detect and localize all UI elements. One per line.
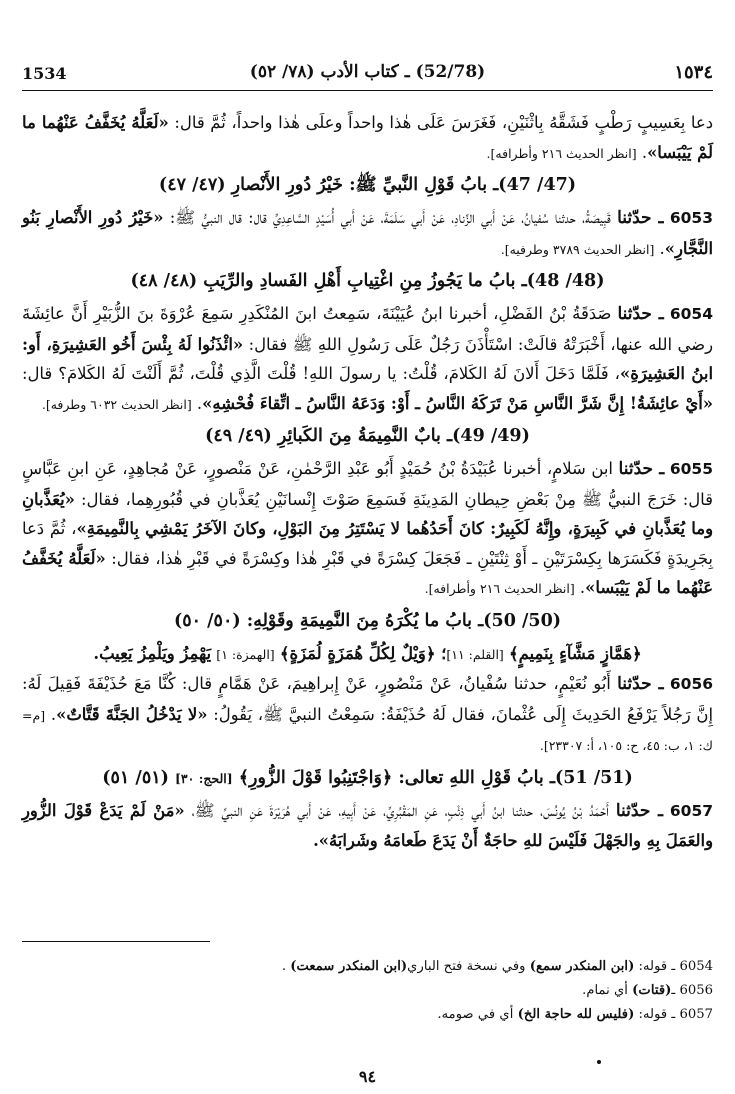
- quran-verse: ﴿هَمَّازٍ مَشَّآءٍ بِنَمِيمٍ﴾: [509, 643, 642, 663]
- cross-reference: [انظر الحديث ٣٧٨٩ وطرفيه].: [500, 241, 655, 257]
- hadith-number: 6055: [669, 460, 713, 478]
- chapter-heading-50: (50/ 50)ـ بابُ ما يُكْرَهُ مِنَ النَّمِيمَةِ وقَوْلِهِ: (٥٠/ ٥٠): [173, 610, 562, 631]
- footnote-6054: 6054 ـ قوله: (ابن المنكدر سمع) وفي نسخة فتح الباري(ابن المنكدر سمعت) .: [281, 959, 713, 974]
- chapter-heading-48: (48/ 48)ـ بابُ ما يَجُوزُ مِنِ اغْتِيابِ أَهْلِ الفَسادِ والرِّيَبِ (٤٨/ ٤٨): [130, 271, 605, 291]
- intro-paragraph: دعا بِعَسِيبٍ رَطْبٍ فَشَقَّهُ بِاثْنَيْنِ، فَغَرَسَ عَلَى هٰذا واحداً وعلَى هٰذا واحداً، ثُمَّ قال: «لَعَلَّهُ يُخَفَّفُ عَنْهُما ما لَمْ يَيْبَسا». [انظر الحديث ٢١٦ وأطرافه].: [22, 113, 714, 162]
- prophetic-quote: «لا يَدْخُلُ الجَنَّةَ قَتَّاتٌ»: [56, 704, 208, 724]
- verse-reference: [القلم: ١١]: [446, 646, 504, 662]
- cross-reference: [انظر الحديث ٦٠٣٢ وطرفه].: [41, 396, 192, 412]
- hadith-number: 6053: [669, 209, 713, 227]
- hadith-number: 6057: [669, 801, 714, 820]
- chapter-heading-47: (47/ 47)ـ بابُ قَوْلِ النَّبيِّ ﷺ: خَيْرُ دُورِ الأَنْصارِ (٤٧/ ٤٧): [158, 175, 577, 195]
- cross-reference: [انظر الحديث ٢١٦ وأطرافه].: [486, 145, 637, 161]
- page-number-latin: 1534: [22, 64, 67, 83]
- page-number-arabic: ١٥٣٤: [674, 62, 713, 83]
- cross-reference: [م= ك: ١، ب: ٤٥، ح: ١٠٥، أ: ٢٣٣٠٧].: [22, 707, 713, 753]
- chapter-heading-51: (51/ 51)ـ بابُ قَوْلِ اللهِ تعالى: ﴿وَاجْتَنِبُوا قَوْلَ الزُّورِ﴾ [الحج: ٣٠] (٥١/ ٥١): [102, 767, 633, 788]
- footnote-6057: 6057 ـ قوله: (فليس لله حاجة الخ) أي في صومه.: [437, 1007, 713, 1022]
- footnote-6056: 6056 ـ(قتات) أي نمام.: [582, 983, 713, 998]
- hadith-number: 6054: [669, 305, 713, 323]
- hadith-6053: 6053 ـ حدّثنا قَبِيصَةُ، حدثنا سُفيانُ، عَنْ أَبي الزِّنادِ، عَنْ أَبي سَلَمَةَ، عَنْ أَبي أُسَيْدٍ السَّاعِدِيِّ قال: قال النبيُّ ﷺ: «خَيْرُ دُورِ الأَنْصارِ بَنُو النَّجَّارِ». [انظر الحديث ٣٧٨٩ وطرفيه].: [22, 208, 713, 258]
- verse-gloss: يَهْمِزُ ويَلْمِزُ يَعِيبُ.: [93, 643, 212, 663]
- prophetic-quote: «أَيْ عائِشَةُ! إِنَّ شَرَّ النَّاسِ مَنْ تَرَكَهُ النَّاسُ ـ أَوْ: وَدَعَهُ النَّاسُ ـ اتِّقاءَ فُحْشِهِ»: [202, 393, 713, 413]
- prophetic-quote: «مَنْ لَمْ يَدَعْ قَوْلَ الزُّورِ والعَمَلَ بِهِ والجَهْلَ فَلَيْسَ للهِ حاجَةٌ أَنْ يَدَعَ طَعامَهُ وشَرابَهُ».: [22, 800, 713, 850]
- hadith-6057: 6057 ـ حدّثنا أَحْمَدُ بْنُ يُونُسَ، حدثنا ابنُ أَبي ذِئْبٍ، عَنِ المَقْبُرِيِّ، عَنْ أَبِيهِ، عَنْ أَبي هُرَيْرَةَ عَنِ النبيِّ ﷺ، «مَنْ لَمْ يَدَعْ قَوْلَ الزُّورِ والعَمَلَ بِهِ والجَهْلَ فَلَيْسَ للهِ حاجَةٌ أَنْ يَدَعَ طَعامَهُ وشَرابَهُ».: [22, 800, 714, 850]
- haddathana-label: ـ حدّثنا: [615, 800, 663, 821]
- haddathana-label: ـ حدّثنا: [618, 459, 665, 479]
- hadith-number: 6056: [669, 675, 714, 693]
- prophetic-quote: «لَعَلَّهُ يُخَفَّفُ عَنْهُما ما لَمْ يَيْبَسا»: [22, 548, 713, 597]
- verse-reference: [الحج: ٣٠]: [175, 770, 233, 786]
- footnotes: [22, 955, 713, 1027]
- printer-mark: [597, 1060, 601, 1064]
- verse-reference: [الهمزة: ١]: [216, 646, 275, 662]
- haddathana-label: ـ حدّثنا: [617, 304, 664, 324]
- hadith-6055: 6055 ـ حدّثنا ابن سَلامٍ، أخبرنا عُبَيْدَةُ بْنُ حُمَيْدٍ أَبُو عَبْدِ الرَّحْمٰنِ، عَنْ مَنْصورٍ، عَنْ مُجاهِدٍ، عَنِ ابنِ عَبَّاسٍ قال: خَرَجَ النبيُّ ﷺ مِنْ بَعْضِ حِيطانِ المَدِينَةِ فَسَمِعَ صَوْتَ إِنْسانَيْنِ يُعَذَّبانِ في قُبُورِهِما، فقال: «يُعَذَّبانِ وما يُعَذَّبانِ في كَبِيرَةٍ، وإِنَّهُ لَكَبِيرٌ: كانَ أَحَدُهُما لا يَسْتَتِرُ مِنَ البَوْلِ، وكانَ الآخَرُ يَمْشِي بِالنَّمِيمَةِ»، ثُمَّ دَعا بِجَرِيدَةٍ فَكَسَرَها بِكِسْرَتَيْنِ ـ أَوْ ثِنْتَيْنِ ـ فَجَعَلَ كِسْرَةً في قَبْرِ هٰذا وكِسْرَةً في قَبْرِ هٰذا، فقال: «لَعَلَّهُ يُخَفَّفُ عَنْهُما ما لَمْ يَيْبَسا». [انظر الحديث ٢١٦ وأطرافه].: [22, 459, 713, 597]
- book-title: (52/78) ـ كتاب الأدب (٧٨/ ٥٢): [249, 62, 486, 82]
- chapter-heading-49: (49/ 49)ـ بابٌ النَّمِيمَةُ مِنَ الكَبائِرِ (٤٩/ ٤٩): [205, 426, 530, 446]
- haddathana-label: ـ حدّثنا: [617, 208, 664, 228]
- footer-page-number: ٩٤: [358, 1067, 377, 1086]
- prophetic-quote: «يُعَذَّبانِ وما يُعَذَّبانِ في كَبِيرَةٍ، وإِنَّهُ لَكَبِيرٌ: كانَ أَحَدُهُما لا يَسْتَتِرُ مِنَ البَوْلِ، وكانَ الآخَرُ يَمْشِي بِالنَّمِيمَةِ»: [22, 489, 713, 538]
- running-header: [22, 58, 713, 91]
- hadith-6056: 6056 ـ حدّثنا أَبُو نُعَيْمٍ، حدثنا سُفْيانُ، عَنْ مَنْصُورٍ، عَنْ إِبراهِيمَ، عَنْ هَمَّامٍ قال: كُنَّا مَعَ حُذَيْفَةَ فَقِيلَ لَهُ: إِنَّ رَجُلاً يَرْفَعُ الحَدِيثَ إِلَى عُثْمانَ، فقال لَهُ حُذَيْفَةُ: سَمِعْتُ النبيَّ ﷺ، يَقُولُ: «لا يَدْخُلُ الجَنَّةَ قَتَّاتٌ». [م= ك: ١، ب: ٤٥، ح: ١٠٥، أ: ٢٣٣٠٧].: [22, 674, 714, 753]
- hadith-6054: 6054 ـ حدّثنا صَدَقَةُ بْنُ الفَضْلِ، أخبرنا ابنُ عُيَيْنَةَ، سَمِعتُ ابنَ المُنْكَدِرِ سَمِعَ عُرْوَةَ بنَ الزُّبَيْرِ أَنَّ عائِشَةَ رضي الله عنها، أَخْبَرَتْهُ قالَتْ: اسْتَأْذَنَ رَجُلٌ عَلَى رَسُولِ اللهِ ﷺ فقال: «ائْذَنُوا لَهُ بِئْسَ أَخُو العَشِيرَةِ، أَو: ابنُ العَشِيرَةِ»، فَلَمَّا دَخَلَ أَلانَ لَهُ الكَلامَ، قُلْتُ: يا رسولَ اللهِ! قُلْتَ الَّذِي قُلْتَ، ثُمَّ أَلَنْتَ لَهُ الكَلامَ؟ قال: «أَيْ عائِشَةُ! إِنَّ شَرَّ النَّاسِ مَنْ تَرَكَهُ النَّاسُ ـ أَوْ: وَدَعَهُ النَّاسُ ـ اتِّقاءَ فُحْشِهِ». [انظر الحديث ٦٠٣٢ وطرفه].: [22, 304, 713, 413]
- quran-verse: ؛ ﴿وَيْلٌ لِكُلِّ هُمَزَةٍ لُمَزَةٍ﴾: [279, 643, 447, 663]
- quran-verses-50: [22, 639, 713, 670]
- haddathana-label: ـ حدّثنا: [617, 674, 664, 694]
- cross-reference: [انظر الحديث ٢١٦ وأطرافه].: [424, 581, 575, 596]
- hadith-text: [22, 108, 713, 856]
- prophetic-quote: «ائْذَنُوا لَهُ بِئْسَ أَخُو العَشِيرَةِ، أَو: ابنُ العَشِيرَةِ»: [22, 334, 713, 383]
- quran-verse: ﴿وَاجْتَنِبُوا قَوْلَ الزُّورِ﴾: [238, 767, 393, 788]
- prophetic-quote: «خَيْرُ دُورِ الأَنْصارِ بَنُو النَّجَّارِ»: [22, 208, 713, 258]
- footnote-divider: [22, 941, 210, 942]
- prophetic-quote: «لَعَلَّهُ يُخَفَّفُ عَنْهُما ما لَمْ يَيْبَسا»: [22, 113, 713, 162]
